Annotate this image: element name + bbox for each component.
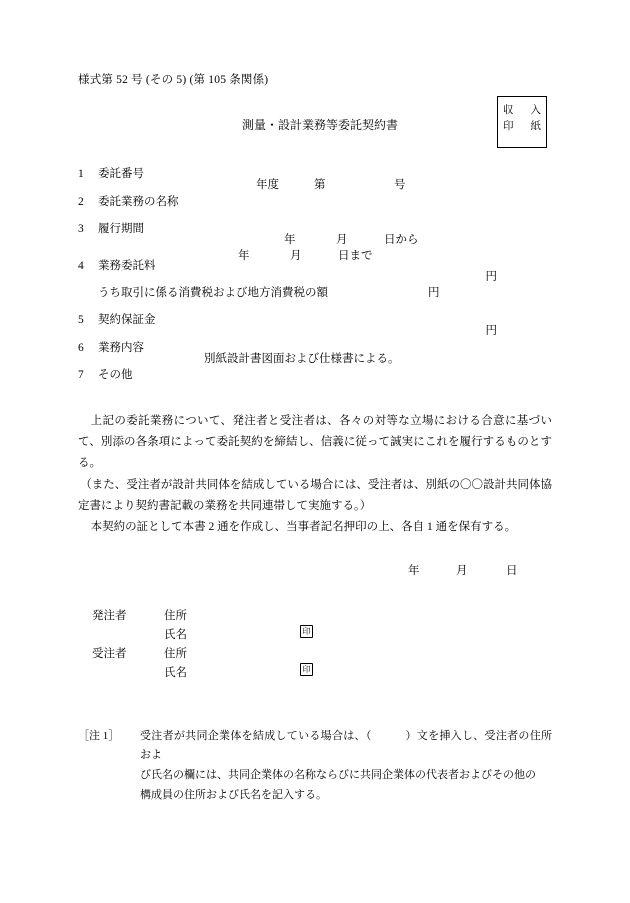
paragraph-1: 上記の委託業務について、発注者と受注者は、各々の対等な立場における合意に基づいて、別添の各条項によって委託契約を締結し、信義に従って誠実にこれを履行するものとする。 [78, 414, 552, 470]
field-token: 月 [290, 250, 302, 263]
signature-field-label: 氏名 [164, 628, 187, 641]
field-token: 年度 [256, 179, 279, 192]
signature-row [92, 605, 552, 624]
field-token: 号 [394, 179, 406, 192]
field-label: 業務内容 [98, 341, 144, 354]
form-number: 様式第 52 号 (その 5) (第 105 条関係) [78, 74, 269, 86]
stamp-box-text-2: 入 [530, 105, 541, 116]
field-token: 日まで [338, 250, 373, 263]
currency-unit: 円 [485, 325, 497, 338]
stamp-box-text-4: 紙 [530, 120, 541, 132]
field-token: 年 [284, 234, 296, 247]
footnote-line: 構成員の住所および氏名を記入する。 [140, 788, 327, 801]
contract-fields [78, 166, 552, 385]
field-label: うち取引に係る消費税および地方消費税の額 [98, 287, 328, 300]
field-row-others [78, 367, 552, 385]
field-row-consumption-tax [98, 285, 552, 303]
field-number: 7 [78, 369, 84, 382]
field-row-commission-fee [78, 258, 552, 283]
field-label: 委託番号 [98, 168, 144, 181]
footnote-line: 受注者が共同企業体を結成している場合は、（ ）文を挿入し、受注者の住所およ [140, 729, 552, 762]
signature-field-label: 住所 [164, 647, 187, 660]
field-label: 契約保証金 [98, 314, 156, 327]
field-label: 業務委託料 [98, 259, 156, 272]
field-row-performance-period [78, 221, 552, 247]
signature-row [92, 662, 552, 681]
date-day-label: 日 [506, 564, 518, 577]
contract-body-paragraphs [78, 411, 552, 539]
field-label: その他 [98, 369, 133, 382]
currency-unit: 円 [485, 270, 497, 283]
footnote-line: び氏名の欄には、共同企業体の名称ならびに共同企業体の代表者およびその他の [140, 769, 536, 782]
signature-row [92, 643, 552, 662]
signature-field-label: 住所 [164, 609, 187, 622]
seal-icon: 印 [300, 663, 313, 676]
date-month-label: 月 [456, 564, 468, 577]
field-number: 3 [78, 223, 84, 236]
currency-unit: 円 [428, 287, 440, 300]
signature-block [92, 605, 552, 681]
field-token: 月 [336, 234, 348, 247]
field-number: 2 [78, 195, 84, 208]
field-token: 第 [314, 179, 326, 192]
field-row-contract-number [78, 166, 552, 192]
field-number: 1 [78, 168, 84, 181]
page-title: 測量・設計業務等委託契約書 [241, 117, 398, 132]
signature-date-line [78, 563, 552, 583]
footnote [78, 727, 552, 806]
signature-row [92, 624, 552, 643]
stamp-box-text-1: 収 [503, 105, 514, 116]
paragraph-2: （また、受注者が設計共同体を結成している場合には、受注者は、別紙の〇〇設計共同体協定書により契約書記載の業務を共同連帯して実施する。） [78, 478, 552, 512]
field-label: 履行期間 [98, 223, 144, 236]
field-row-contract-deposit [78, 312, 552, 338]
paragraph-3: 本契約の証として本書 2 通を作成し、当事者記名押印の上、各自 1 通を保有する。 [90, 521, 517, 534]
signature-field-label: 氏名 [164, 666, 187, 679]
field-row-business-name [78, 194, 552, 212]
date-year-label: 年 [408, 564, 420, 577]
field-number: 4 [78, 259, 84, 272]
document-body [78, 72, 552, 806]
footnote-body [140, 727, 552, 806]
field-row-business-content [78, 340, 552, 365]
field-token: 年 [238, 250, 250, 263]
field-token: 別紙設計書図面および仕様書による。 [204, 352, 400, 365]
field-number: 5 [78, 314, 84, 327]
field-label: 委託業務の名称 [98, 195, 179, 208]
field-token: 日から [384, 234, 419, 247]
signature-party-label: 発注者 [92, 609, 127, 622]
signature-party-label: 受注者 [92, 647, 127, 660]
field-number: 6 [78, 341, 84, 354]
seal-icon: 印 [300, 625, 313, 638]
stamp-box-text-3: 印 [503, 120, 514, 132]
footnote-tag: ［注 1］ [78, 729, 120, 742]
